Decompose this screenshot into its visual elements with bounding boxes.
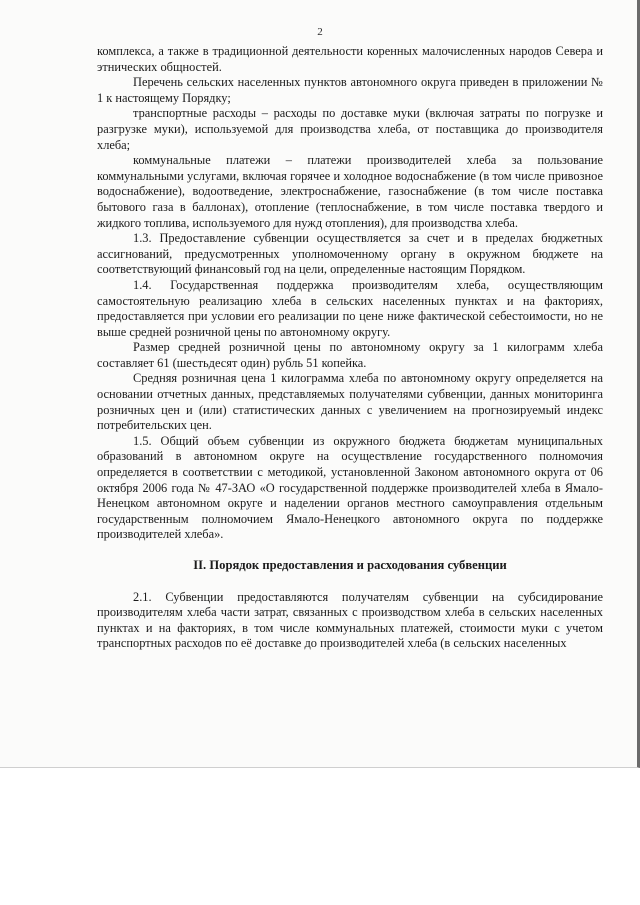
paragraph: коммунальные платежи – платежи производителей хлеба за пользование коммунальными услугами, включая горячее и холодное водоснабжение (в том числе привозное водоснабжение), водоотведение, электроснабжение, газоснабжение (в том числе поставка бытового газа в баллонах), отопление (теплоснабжение, в том числе поставка твердого и жидкого топлива, используемого для нужд отопления), для производства хлеба.	[97, 153, 603, 230]
paragraph: 1.5. Общий объем субвенции из окружного бюджета бюджетам муниципальных образований в автономном округе на осуществление государственного полномочия определяется в соответствии с методикой, установленной Законом автономного округа от 06 октября 2006 года № 47-ЗАО «О государственной поддержке производителей хлеба в Ямало-Ненецком автономном округе и наделении органов местного самоуправления отдельным государственным полномочием Ямало-Ненецкого автономного округа по поддержке производителей хлеба».	[97, 433, 603, 542]
paragraph: 1.4. Государственная поддержка производителям хлеба, осуществляющим самостоятельную реализацию хлеба в сельских населенных пунктах и на факториях, предоставляется при условии его реализации по цене ниже фактической себестоимости, но не выше средней розничной цены по автономному округу.	[97, 277, 603, 339]
paragraph: 2.1. Субвенции предоставляются получателям субвенции на субсидирование производителям хлеба части затрат, связанных с производством хлеба в сельских населенных пунктах и на факториях, в том числе коммунальных платежей, стоимости муки с учетом транспортных расходов по её доставке до производителей хлеба (в сельских населенных	[97, 589, 603, 651]
paragraph: Средняя розничная цена 1 килограмма хлеба по автономному округу определяется на основании отчетных данных, представляемых получателями субвенции, данных мониторинга розничных цен и (или) статистических данных с увеличением на прогнозируемый индекс потребительских цен.	[97, 371, 603, 433]
document-body	[97, 44, 603, 652]
section-heading: II. Порядок предоставления и расходования субвенции	[193, 558, 507, 572]
paragraph: транспортные расходы – расходы по доставке муки (включая затраты по погрузке и разгрузке муки), используемой для производства хлеба, от поставщика до производителя хлеба;	[97, 106, 603, 152]
paragraph: 1.3. Предоставление субвенции осуществляется за счет и в пределах бюджетных ассигнований, предусмотренных уполномоченному органу в окружном бюджете на соответствующий финансовый год на цели, определенные настоящим Порядком.	[97, 231, 603, 277]
paragraph: Перечень сельских населенных пунктов автономного округа приведен в приложении № 1 к настоящему Порядку;	[97, 75, 603, 105]
paragraph: Размер средней розничной цены по автономному округу за 1 килограмм хлеба составляет 61 (шестьдесят один) рубль 51 копейка.	[97, 340, 603, 370]
paragraph: комплекса, а также в традиционной деятельности коренных малочисленных народов Севера и этнических общностей.	[97, 44, 603, 74]
page-number: 2	[317, 26, 323, 38]
